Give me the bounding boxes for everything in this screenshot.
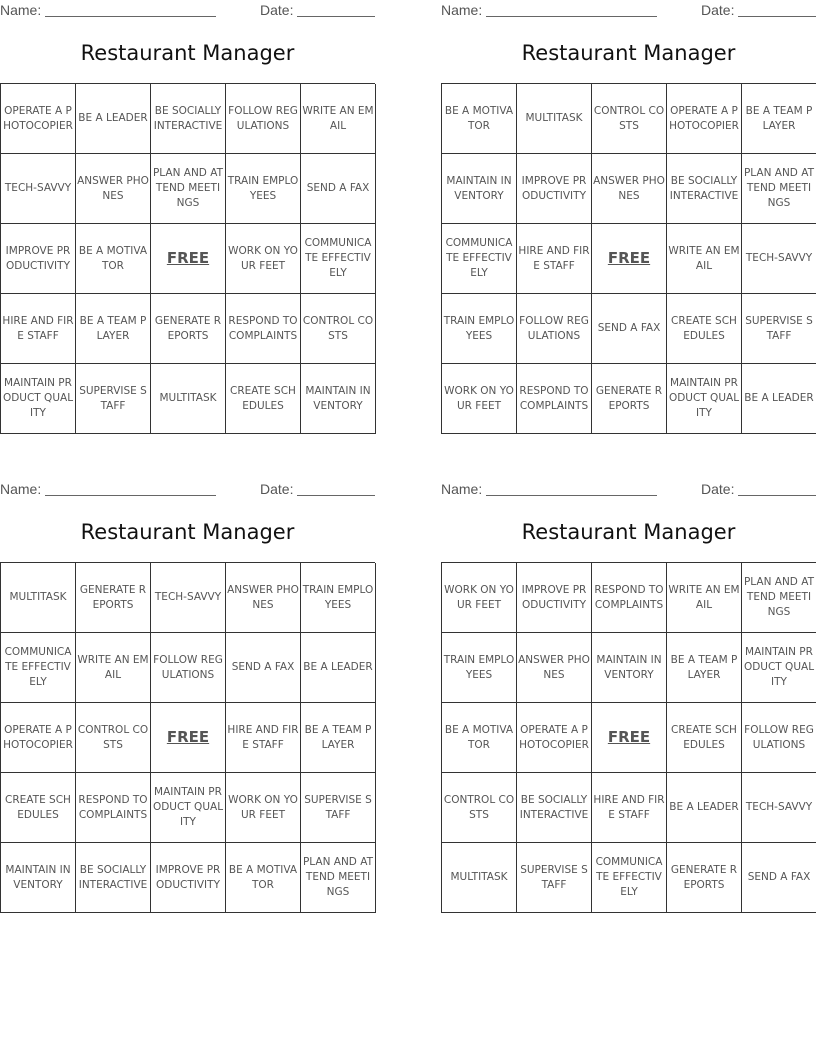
name-field[interactable] [486,16,657,17]
cell-label: MAINTAIN PRODUCT QUALITY [668,377,740,419]
bingo-cell[interactable] [1,224,76,294]
cell-label: TECH-SAVVY [4,182,72,194]
bingo-cell[interactable] [742,224,816,294]
cell-label: WORK ON YOUR FEET [444,384,514,412]
bingo-card [441,0,816,440]
cell-label: COMMUNICATE EFFECTIVELY [4,646,72,688]
bingo-cell[interactable] [592,563,667,633]
bingo-cell[interactable] [517,154,592,224]
cell-label: CREATE SCHEDULES [5,793,71,821]
bingo-cell[interactable] [442,84,517,154]
cell-label: PLAN AND ATTEND MEETINGS [743,167,815,209]
bingo-cell[interactable] [1,703,76,773]
bingo-cell[interactable] [442,773,517,843]
bingo-cell[interactable] [592,154,667,224]
card-title: Restaurant Manager [521,41,736,65]
bingo-cell[interactable] [301,294,376,364]
bingo-cell[interactable] [76,294,151,364]
date-label: Date: [260,2,294,18]
bingo-cell[interactable] [226,224,301,294]
cell-label: RESPOND TO COMPLAINTS [594,583,664,611]
cell-label: TECH-SAVVY [745,801,813,813]
bingo-cell[interactable] [226,773,301,843]
cell-label: MAINTAIN PRODUCT QUALITY [2,377,74,419]
cell-label: BE A TEAM PLAYER [745,104,813,132]
bingo-cell[interactable] [517,703,592,773]
cell-label: TRAIN EMPLOYEES [443,314,515,342]
bingo-cell[interactable] [517,633,592,703]
bingo-cell[interactable] [667,563,742,633]
card-header [441,479,816,501]
bingo-cell[interactable] [151,294,226,364]
cell-label: RESPOND TO COMPLAINTS [228,314,298,342]
bingo-cell[interactable] [667,84,742,154]
bingo-cell[interactable] [442,154,517,224]
bingo-grid [441,562,816,913]
bingo-cell[interactable] [1,294,76,364]
cell-label: IMPROVE PRODUCTIVITY [521,174,587,202]
bingo-cell[interactable] [667,773,742,843]
bingo-cell[interactable] [301,154,376,224]
bingo-cell[interactable] [76,563,151,633]
cell-label: HIRE AND FIRE STAFF [227,723,299,751]
name-label: Name: [0,481,42,497]
cell-label: RESPOND TO COMPLAINTS [519,384,589,412]
bingo-card [0,0,375,440]
cell-label: IMPROVE PRODUCTIVITY [521,583,587,611]
cell-label: FOLLOW REGULATIONS [519,314,589,342]
bingo-cell[interactable] [1,633,76,703]
cell-label: MAINTAIN INVENTORY [5,863,71,891]
cell-label: SUPERVISE STAFF [304,793,372,821]
card-title: Restaurant Manager [80,41,295,65]
bingo-cell[interactable] [517,224,592,294]
bingo-cell[interactable] [442,703,517,773]
cell-label: OPERATE A PHOTOCOPIER [669,104,739,132]
bingo-cell[interactable] [226,84,301,154]
cell-label: CONTROL COSTS [77,723,149,751]
cell-label: BE SOCIALLY INTERACTIVE [78,863,148,891]
bingo-cell[interactable] [151,84,226,154]
cell-label: WORK ON YOUR FEET [444,583,514,611]
bingo-cell[interactable] [517,843,592,913]
cell-label: ANSWER PHONES [593,174,665,202]
bingo-cell[interactable] [301,84,376,154]
cell-label: MULTITASK [450,871,508,883]
cell-label: PLAN AND ATTEND MEETINGS [302,856,374,898]
cell-label: SEND A FAX [306,182,370,194]
cell-label: SEND A FAX [747,871,811,883]
name-label: Name: [0,2,42,18]
bingo-cell[interactable] [226,364,301,434]
cell-label: TRAIN EMPLOYEES [443,653,515,681]
cell-label: BE SOCIALLY INTERACTIVE [153,104,223,132]
cell-label: GENERATE REPORTS [595,384,663,412]
bingo-cell[interactable] [742,294,816,364]
cell-label: COMMUNICATE EFFECTIVELY [445,237,513,279]
bingo-cell[interactable] [742,84,816,154]
card-header [0,479,375,501]
bingo-cell[interactable] [226,633,301,703]
cell-label: OPERATE A PHOTOCOPIER [519,723,589,751]
bingo-cell[interactable] [76,773,151,843]
cell-label: CONTROL COSTS [593,104,665,132]
bingo-cell[interactable] [592,294,667,364]
date-field[interactable] [738,16,816,17]
bingo-cell[interactable] [151,773,226,843]
bingo-cell[interactable] [301,773,376,843]
cell-label: BE SOCIALLY INTERACTIVE [519,793,589,821]
cell-label: HIRE AND FIRE STAFF [2,314,74,342]
cell-label: CONTROL COSTS [302,314,374,342]
bingo-card [441,479,816,919]
cell-label: BE A MOTIVATOR [228,863,298,891]
bingo-cell[interactable] [667,843,742,913]
cell-label: BE A MOTIVATOR [444,104,514,132]
cell-label: BE A MOTIVATOR [444,723,514,751]
bingo-cell[interactable] [592,773,667,843]
cell-label: WRITE AN EMAIL [668,244,740,272]
cell-label: TRAIN EMPLOYEES [227,174,299,202]
bingo-cell[interactable] [151,364,226,434]
card-title: Restaurant Manager [80,520,295,544]
bingo-cell[interactable] [442,843,517,913]
bingo-cell[interactable] [76,633,151,703]
bingo-cell[interactable] [226,154,301,224]
name-field[interactable] [486,495,657,496]
cell-label: WRITE AN EMAIL [77,653,149,681]
bingo-cell[interactable] [667,633,742,703]
bingo-cell[interactable] [226,703,301,773]
bingo-cell[interactable] [151,843,226,913]
bingo-card [0,479,375,919]
bingo-cell[interactable] [1,364,76,434]
bingo-grid [441,83,816,434]
cell-label: MULTITASK [159,392,217,404]
bingo-cell[interactable] [301,563,376,633]
cell-label: CREATE SCHEDULES [230,384,296,412]
cell-label: FOLLOW REGULATIONS [228,104,298,132]
cell-label: ANSWER PHONES [227,583,299,611]
cell-label: BE A TEAM PLAYER [79,314,147,342]
cell-label: GENERATE REPORTS [154,314,222,342]
card-header [0,0,375,22]
name-field[interactable] [45,495,216,496]
bingo-cell[interactable] [76,843,151,913]
cell-label: CONTROL COSTS [443,793,515,821]
bingo-cell[interactable] [667,224,742,294]
date-field[interactable] [297,495,375,496]
bingo-cell[interactable] [442,563,517,633]
bingo-cell[interactable] [592,633,667,703]
bingo-cell[interactable] [517,294,592,364]
cell-label: MAINTAIN PRODUCT QUALITY [152,786,224,828]
cell-label: IMPROVE PRODUCTIVITY [155,863,221,891]
bingo-cell[interactable] [76,154,151,224]
bingo-cell[interactable] [667,364,742,434]
cell-label: TECH-SAVVY [154,591,222,603]
bingo-cell[interactable] [517,773,592,843]
cell-label: PLAN AND ATTEND MEETINGS [743,576,815,618]
date-field[interactable] [738,495,816,496]
bingo-cell[interactable] [1,843,76,913]
bingo-cell[interactable] [592,843,667,913]
bingo-cell[interactable] [517,364,592,434]
cell-label: RESPOND TO COMPLAINTS [78,793,148,821]
bingo-cell[interactable] [76,703,151,773]
bingo-cell[interactable] [742,843,816,913]
cell-label: BE A TEAM PLAYER [304,723,372,751]
bingo-cell[interactable] [667,703,742,773]
bingo-cell[interactable] [151,154,226,224]
cell-label: MULTITASK [525,112,583,124]
bingo-cell[interactable] [442,294,517,364]
cell-label: WRITE AN EMAIL [668,583,740,611]
name-label: Name: [441,481,483,497]
bingo-cell[interactable] [442,364,517,434]
bingo-cell[interactable] [742,563,816,633]
cell-label: BE A LEADER [303,661,373,673]
bingo-cell[interactable] [442,633,517,703]
bingo-cell[interactable] [1,154,76,224]
bingo-cell[interactable] [76,224,151,294]
free-space[interactable] [151,224,226,294]
cell-label: SUPERVISE STAFF [745,314,813,342]
bingo-cell[interactable] [742,703,816,773]
cell-label: WORK ON YOUR FEET [228,244,298,272]
bingo-cell[interactable] [301,364,376,434]
bingo-cell[interactable] [592,84,667,154]
bingo-cell[interactable] [226,294,301,364]
cell-label: SUPERVISE STAFF [520,863,588,891]
bingo-grid [0,562,375,913]
cell-label: FREE [166,728,210,746]
free-space[interactable] [592,224,667,294]
cell-label: MAINTAIN INVENTORY [446,174,512,202]
bingo-cell[interactable] [667,294,742,364]
date-label: Date: [701,2,735,18]
bingo-grid [0,83,375,434]
cell-label: OPERATE A PHOTOCOPIER [3,104,73,132]
card-header [441,0,816,22]
name-label: Name: [441,2,483,18]
bingo-cell[interactable] [1,84,76,154]
cell-label: IMPROVE PRODUCTIVITY [5,244,71,272]
date-label: Date: [701,481,735,497]
bingo-cell[interactable] [151,633,226,703]
cell-label: GENERATE REPORTS [79,583,147,611]
cell-label: FREE [607,728,651,746]
cell-label: BE A LEADER [78,112,148,124]
cell-label: COMMUNICATE EFFECTIVELY [595,856,663,898]
bingo-cell[interactable] [517,84,592,154]
date-field[interactable] [297,16,375,17]
cell-label: WRITE AN EMAIL [302,104,374,132]
bingo-cell[interactable] [226,563,301,633]
bingo-cell[interactable] [592,364,667,434]
cell-label: FREE [607,249,651,267]
bingo-cell[interactable] [742,364,816,434]
free-space[interactable] [592,703,667,773]
bingo-cell[interactable] [442,224,517,294]
bingo-cell[interactable] [76,84,151,154]
bingo-cell[interactable] [1,563,76,633]
bingo-cell[interactable] [667,154,742,224]
cell-label: MAINTAIN INVENTORY [305,384,371,412]
bingo-cell[interactable] [151,563,226,633]
bingo-cell[interactable] [226,843,301,913]
cell-label: WORK ON YOUR FEET [228,793,298,821]
cell-label: ANSWER PHONES [77,174,149,202]
cell-label: HIRE AND FIRE STAFF [593,793,665,821]
bingo-cell[interactable] [742,773,816,843]
cell-label: TECH-SAVVY [745,252,813,264]
cell-label: BE A LEADER [669,801,739,813]
bingo-cell[interactable] [301,703,376,773]
cell-label: MAINTAIN INVENTORY [596,653,662,681]
cell-label: BE A MOTIVATOR [78,244,148,272]
cell-label: SUPERVISE STAFF [79,384,147,412]
cell-label: SEND A FAX [597,322,661,334]
bingo-cell[interactable] [301,843,376,913]
name-field[interactable] [45,16,216,17]
cell-label: FOLLOW REGULATIONS [744,723,814,751]
bingo-cell[interactable] [517,563,592,633]
cell-label: BE SOCIALLY INTERACTIVE [669,174,739,202]
bingo-cell[interactable] [1,773,76,843]
cell-label: TRAIN EMPLOYEES [302,583,374,611]
bingo-cell[interactable] [76,364,151,434]
cell-label: BE A LEADER [744,392,814,404]
free-space[interactable] [151,703,226,773]
cell-label: OPERATE A PHOTOCOPIER [3,723,73,751]
cell-label: GENERATE REPORTS [670,863,738,891]
cell-label: FOLLOW REGULATIONS [153,653,223,681]
bingo-cell[interactable] [742,154,816,224]
cell-label: COMMUNICATE EFFECTIVELY [304,237,372,279]
cell-label: CREATE SCHEDULES [671,723,737,751]
cell-label: FREE [166,249,210,267]
cell-label: BE A TEAM PLAYER [670,653,738,681]
cell-label: SEND A FAX [231,661,295,673]
date-label: Date: [260,481,294,497]
bingo-cell[interactable] [301,224,376,294]
cell-label: MAINTAIN PRODUCT QUALITY [743,646,815,688]
cell-label: MULTITASK [9,591,67,603]
bingo-cell[interactable] [301,633,376,703]
cell-label: PLAN AND ATTEND MEETINGS [152,167,224,209]
cell-label: CREATE SCHEDULES [671,314,737,342]
bingo-cell[interactable] [742,633,816,703]
cell-label: ANSWER PHONES [518,653,590,681]
cell-label: HIRE AND FIRE STAFF [518,244,590,272]
card-title: Restaurant Manager [521,520,736,544]
